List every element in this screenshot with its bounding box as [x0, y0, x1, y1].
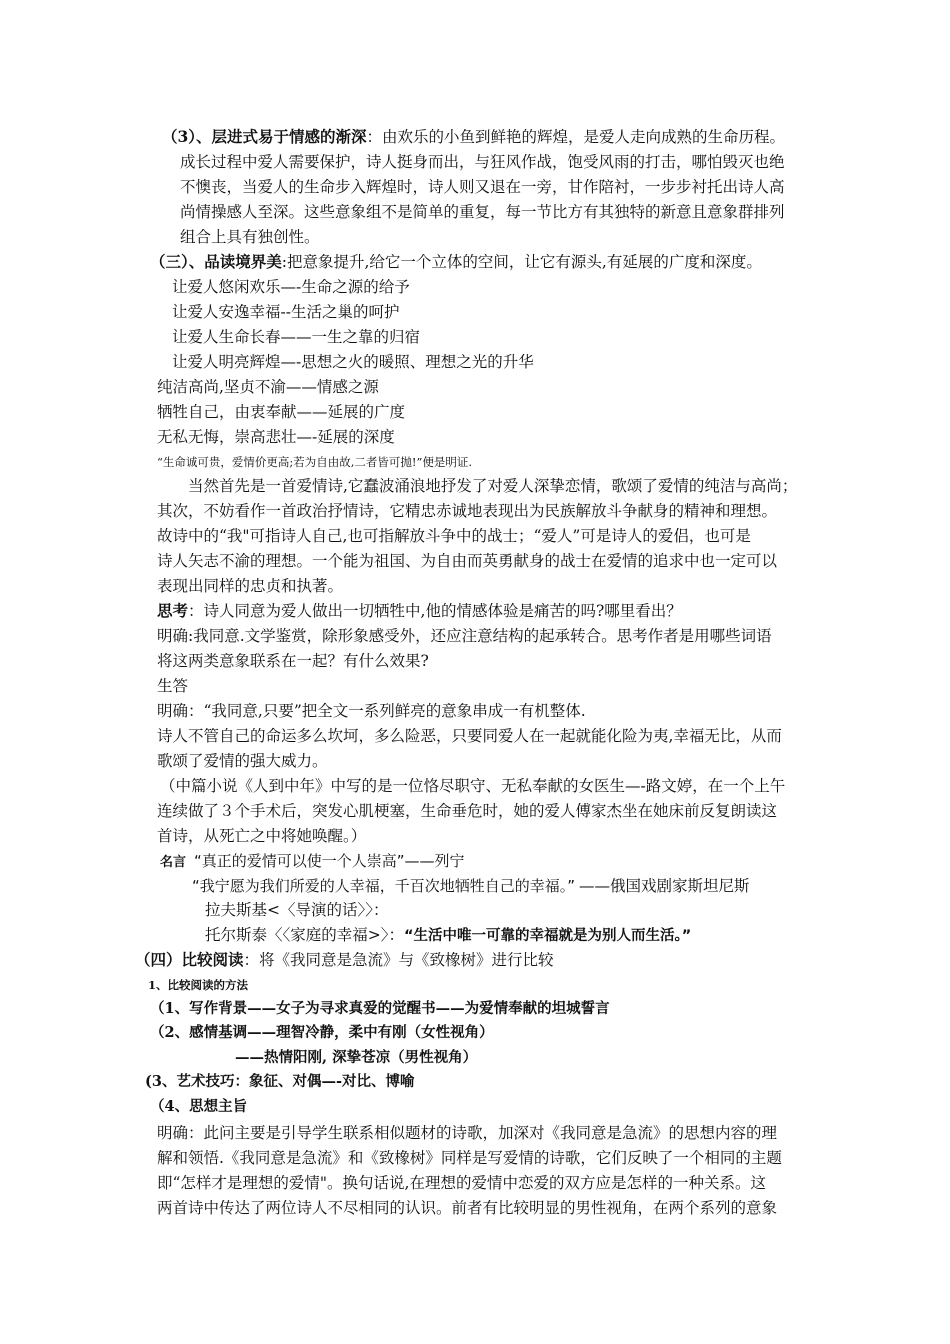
- section-3-line-4: 尚情操感人至深。这些意象组不是简单的重复，每一节比方有其独特的新意且意象群排列: [180, 203, 785, 221]
- paragraph-3-line: （中篇小说《人到中年》中写的是一位恪尽职守、无私奉献的女医生—-路文婷，在一个上午: [160, 777, 786, 795]
- part-3-item-2: 牺牲自己，由衷奉献——延展的广度: [157, 403, 406, 421]
- final-paragraph-line: 两首诗中传达了两位诗人不尽相同的认识。前者有比较明显的男性视角，在两个系列的意象: [157, 1199, 778, 1217]
- part-3-item: 让爱人生命长春——一生之靠的归宿: [172, 328, 421, 346]
- section-3-line-1: [162, 125, 785, 149]
- final-paragraph-line: 明确：此问主要是引导学生联系相似题材的诗歌，加深对《我同意是急流》的思想内容的理: [157, 1124, 778, 1142]
- paragraph-2-line: 歌颂了爱情的强大威力。: [157, 752, 328, 770]
- part-3-item-2: 纯洁高尚,坚贞不渝——情感之源: [157, 378, 379, 396]
- section-3-line-5: 组合上具有独创性。: [180, 228, 320, 246]
- part-4-heading-line: [135, 948, 554, 972]
- clarify-2-line: 明确：“我同意,只要”把全文一系列鲜亮的意象串成一有机整体.: [157, 702, 586, 720]
- paragraph-3-line: 首诗，从死亡之中将她唤醒。）: [157, 827, 367, 845]
- think-line: [157, 599, 682, 623]
- paragraph-2-line: 诗人不管自己的命运多么坎坷，多么险恶，只要同爱人在一起就能化险为夷,幸福无比，从而: [157, 727, 782, 745]
- paragraph-1-line: 故诗中的“我"可指诗人自己,也可指解放斗争中的战士；“爱人”可是诗人的爱侣，也可是: [157, 527, 751, 545]
- part-3-heading-line: [150, 250, 762, 274]
- part-4-intro: ：将《我同意是急流》与《致橡树》进行比较: [243, 951, 554, 969]
- poem-quote: “生命诚可贵，爱情价更高;若为自由故,二者皆可抛!”便是明证.: [157, 455, 473, 469]
- part-3-item: 让爱人悠闲欢乐—-生命之源的给予: [172, 278, 410, 296]
- quotes-label: 名言: [160, 855, 187, 870]
- part-4-point-4: （4、思想主旨: [150, 1098, 248, 1115]
- final-paragraph-line: 即“怎样才是理想的爱情"。换句话说,在理想的爱情中恋爱的双方应是怎样的一种关系。这: [157, 1174, 766, 1192]
- quote-line-1: [160, 849, 465, 875]
- paragraph-1-line: 表现出同样的忠贞和执著。: [157, 577, 344, 595]
- part-4-point-1: （1、写作背景——女子为寻求真爱的觉醒书——为爱情奉献的坦城誓言: [150, 1000, 610, 1017]
- section-3-line-2: 成长过程中爱人需要保护，诗人挺身而出，与狂风作战，饱受风雨的打击，哪怕毁灭也绝: [180, 153, 785, 171]
- clarify-1-line: 明确:我同意.文学鉴赏，除形象感受外，还应注意结构的起承转合。思考作者是用哪些词语: [157, 627, 772, 645]
- final-paragraph-line: 解和领悟.《我同意是急流》和《致橡树》同样是写爱情的诗歌，它们反映了一个相同的主题: [157, 1149, 782, 1167]
- quote-line-3: [205, 923, 691, 948]
- quote-tolstoy-source: 托尔斯泰〈〈家庭的幸福>〉：: [205, 926, 404, 944]
- quote-tolstoy: “生活中唯一可靠的幸福就是为别人而生活。”: [404, 928, 692, 944]
- think-text: ：诗人同意为爱人做出一切牺牲中,他的情感体验是痛苦的吗?哪里看出？: [188, 602, 682, 620]
- section-3-line-3: 不懊丧，当爱人的生命步入辉煌时，诗人则又退在一旁，甘作陪衬，一步步衬托出诗人高: [180, 178, 785, 196]
- part-4-point-2: （2、感情基调——理智冷静，柔中有刚（女性视角）: [150, 1024, 494, 1041]
- quote-lenin: “真正的爱情可以使一个人崇高”——列宁: [194, 852, 465, 870]
- part-3-item: 让爱人安逸幸福--生活之巢的呵护: [172, 303, 400, 321]
- quote-stanislavski: “我宁愿为我们所爱的人幸福，千百次地牺牲自己的幸福。”: [192, 877, 576, 895]
- quote-stanislavski-source: ——俄国戏剧家斯坦尼斯: [579, 877, 750, 895]
- clarify-1-line: 将这两类意象联系在一起？有什么效果?: [157, 652, 429, 670]
- part-3-item: 让爱人明亮辉煌—-思想之火的暖照、理想之光的升华: [172, 353, 534, 371]
- part-4-point-3: (3、艺术技巧：象征、对偶—-对比、博喻: [145, 1073, 415, 1090]
- think-label: 思考: [157, 601, 189, 620]
- answer-line: 生答: [157, 677, 189, 695]
- part-4-point-2b: ——热情阳刚, 深挚苍凉（男性视角）: [235, 1049, 478, 1066]
- paragraph-1-line: 其次，不妨看作一首政治抒情诗，它精忠赤诚地表现出为民族解放斗争献身的精神和理想。: [157, 502, 778, 520]
- section-3-text: ：由欢乐的小鱼到鲜艳的辉煌，是爱人走向成熟的生命历程。: [366, 128, 786, 146]
- section-3-heading: （3）、层进式易于情感的渐深: [162, 127, 367, 146]
- paragraph-1-line: 当然首先是一首爱情诗,它蠢波涌浪地抒发了对爱人深挚恋情，歌颂了爱情的纯洁与高尚；: [188, 477, 798, 495]
- part-3-item-2: 无私无悔，崇高悲壮—-延展的深度: [157, 428, 395, 446]
- part-3-intro: :把意象提升,给它一个立体的空间，让它有源头,有延展的广度和深度。: [281, 253, 762, 271]
- part-4-heading: （四）比较阅读: [135, 950, 244, 969]
- paragraph-1-line: 诗人矢志不渝的理想。一个能为祖国、为自由而英勇献身的战士在爱情的追求中也一定可以: [157, 552, 778, 570]
- part-3-heading: （三）、品读境界美: [150, 252, 282, 271]
- part-4-subheading: 1、比较阅读的方法: [148, 978, 249, 992]
- quote-stanislavski-source-2: 拉夫斯基<〈导演的话〉〉：: [205, 901, 389, 919]
- quote-line-2: [192, 874, 750, 898]
- paragraph-3-line: 连续做了３个手术后，突发心肌梗塞，生命垂危时，她的爱人傅家杰坐在她床前反复朗读这: [157, 802, 778, 820]
